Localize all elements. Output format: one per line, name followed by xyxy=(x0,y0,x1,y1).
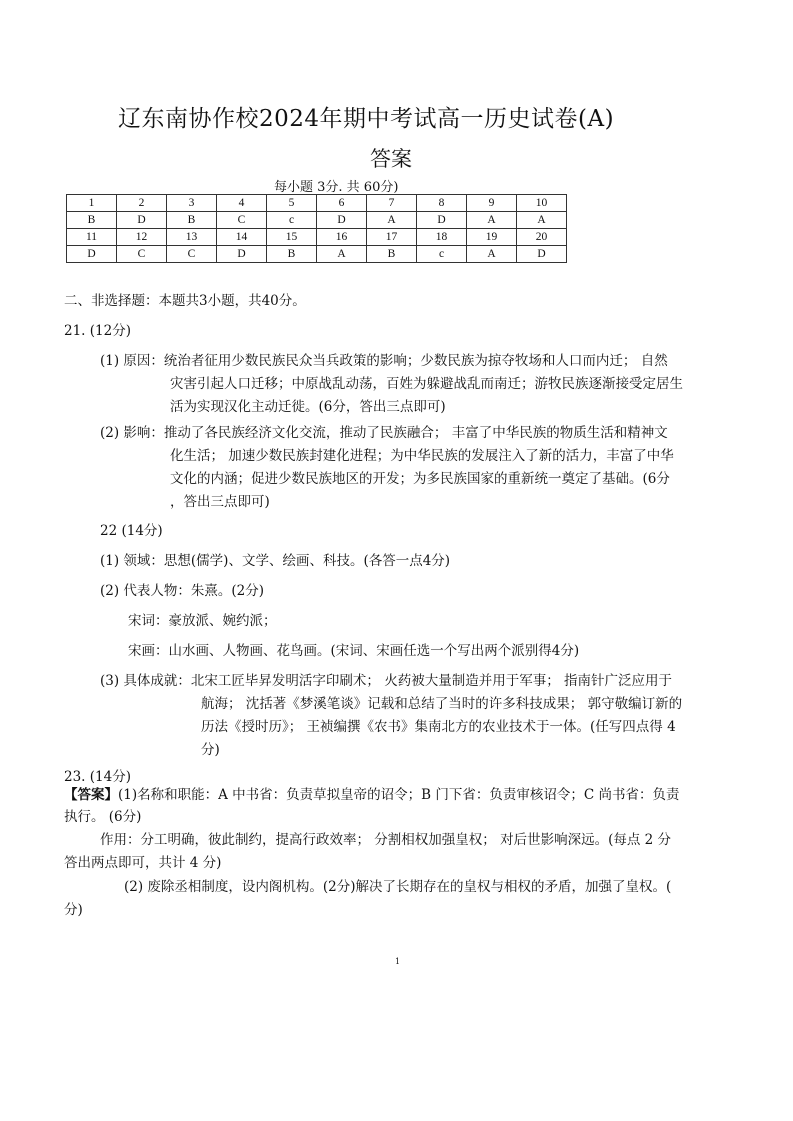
table-cell: C xyxy=(117,246,167,263)
table-cell: 14 xyxy=(217,229,267,246)
q22-p3-line3: 历法《授时历》； 王祯编撰《农书》集南北方的农业技术于一体。(任写四点得 4 xyxy=(201,719,676,735)
table-cell: 4 xyxy=(217,195,267,212)
q21-p1-line1: (1) 原因：统治者征用少数民族民众当兵政策的影响；少数民族为掠夺牧场和人口而内迁； 自然 xyxy=(100,353,668,369)
table-cell: D xyxy=(217,246,267,263)
answer-tag: 【答案】 xyxy=(64,787,118,803)
q23-p2-line1: (2) 废除丞相制度，设内阁机构。(2分)解决了长期存在的皇权与相权的矛盾，加强了皇权。( xyxy=(124,879,672,895)
table-cell: A xyxy=(517,212,567,229)
section-heading: 二、非选择题：本题共3小题，共40分。 xyxy=(64,293,306,309)
table-cell: c xyxy=(417,246,467,263)
q23-p1-line4: 答出两点即可，共计 4 分) xyxy=(64,855,222,871)
table-row xyxy=(67,229,567,246)
table-cell: c xyxy=(267,212,317,229)
q22-p2: (2) 代表人物：朱熹。(2分) xyxy=(100,583,265,599)
q21-p1-line2: 灾害引起人口迁移；中原战乱动荡，百姓为躲避战乱而南迁；游牧民族逐渐接受定居生 xyxy=(170,376,683,392)
table-cell: 5 xyxy=(267,195,317,212)
table-cell: 18 xyxy=(417,229,467,246)
table-cell: D xyxy=(317,212,367,229)
table-cell: B xyxy=(167,212,217,229)
q23-label: 23. (14分) xyxy=(64,769,131,785)
table-cell: 7 xyxy=(367,195,417,212)
q23-p1-line3: 作用：分工明确，彼此制约，提高行政效率； 分割相权加强皇权； 对后世影响深远。(每点 2 分 xyxy=(100,832,672,848)
table-cell: D xyxy=(517,246,567,263)
q21-p2-line2: 化生活； 加速少数民族封建化进程；为中华民族的发展注入了新的活力，丰富了中华 xyxy=(170,448,674,464)
table-cell: A xyxy=(467,246,517,263)
table-row xyxy=(67,246,567,263)
q23-p1-line1 xyxy=(64,784,680,807)
table-cell: 13 xyxy=(167,229,217,246)
table-cell: 16 xyxy=(317,229,367,246)
page-title: 辽东南协作校2024年期中考试高一历史试卷(A) xyxy=(118,106,615,132)
table-row xyxy=(67,195,567,212)
q21-p2-line1: (2) 影响：推动了各民族经济文化交流，推动了民族融合； 丰富了中华民族的物质生活和精神文 xyxy=(100,425,668,441)
q21-p2-line4: ，答出三点即可) xyxy=(170,494,270,510)
table-cell: 8 xyxy=(417,195,467,212)
q21-label: 21. (12分) xyxy=(64,323,131,339)
q21-p1-line3: 活为实现汉化主动迁徙。(6分，答出三点即可) xyxy=(170,399,446,415)
table-cell: 1 xyxy=(67,195,117,212)
q23-p2-line2: 分) xyxy=(64,902,83,918)
table-cell: 12 xyxy=(117,229,167,246)
table-cell: 17 xyxy=(367,229,417,246)
table-cell: 19 xyxy=(467,229,517,246)
table-cell: A xyxy=(367,212,417,229)
q22-p3-line1: (3) 具体成就：北宋工匠毕昇发明活字印刷术； 火药被大量制造并用于军事； 指南针广泛应用于 xyxy=(100,673,672,689)
table-cell: 9 xyxy=(467,195,517,212)
q22-p1: (1) 领域：思想(儒学)、文学、绘画、科技。(各答一点4分) xyxy=(100,553,451,569)
q22-p2-hua: 宋画：山水画、人物画、花鸟画。(宋词、宋画任选一个写出两个派别得4分) xyxy=(128,643,580,659)
q23-p1-line2: 执行。 (6分) xyxy=(64,809,142,825)
table-cell: 2 xyxy=(117,195,167,212)
q22-p3-line2: 航海； 沈括著《梦溪笔谈》记载和总结了当时的许多科技成果； 郭守敬编订新的 xyxy=(201,696,683,712)
q22-label: 22 (14分) xyxy=(100,523,163,539)
table-cell: A xyxy=(467,212,517,229)
table-cell: D xyxy=(67,246,117,263)
q22-p2-ci: 宋词：豪放派、婉约派； xyxy=(128,613,277,629)
score-note: 每小题 3分. 共 60分) xyxy=(274,180,399,195)
q21-p2-line3: 文化的内涵；促进少数民族地区的开发；为多民族国家的重新统一奠定了基础。(6分 xyxy=(170,471,670,487)
table-cell: B xyxy=(367,246,417,263)
q23-p1-line1-text: (1)名称和职能：A 中书省：负责草拟皇帝的诏令；B 门下省：负责审核诏令；C 尚书省：负责 xyxy=(118,787,680,803)
table-cell: D xyxy=(417,212,467,229)
table-cell: D xyxy=(117,212,167,229)
table-cell: C xyxy=(167,246,217,263)
table-cell: B xyxy=(267,246,317,263)
table-cell: 20 xyxy=(517,229,567,246)
table-cell: C xyxy=(217,212,267,229)
table-cell: 11 xyxy=(67,229,117,246)
table-cell: 6 xyxy=(317,195,367,212)
table-row xyxy=(67,212,567,229)
table-cell: A xyxy=(317,246,367,263)
table-cell: 10 xyxy=(517,195,567,212)
table-cell: 3 xyxy=(167,195,217,212)
page-subtitle: 答案 xyxy=(370,147,412,171)
table-cell: 15 xyxy=(267,229,317,246)
page-number: 1 xyxy=(395,957,401,966)
q22-p3-line4: 分) xyxy=(201,742,220,758)
table-cell: B xyxy=(67,212,117,229)
answer-table xyxy=(66,194,567,263)
